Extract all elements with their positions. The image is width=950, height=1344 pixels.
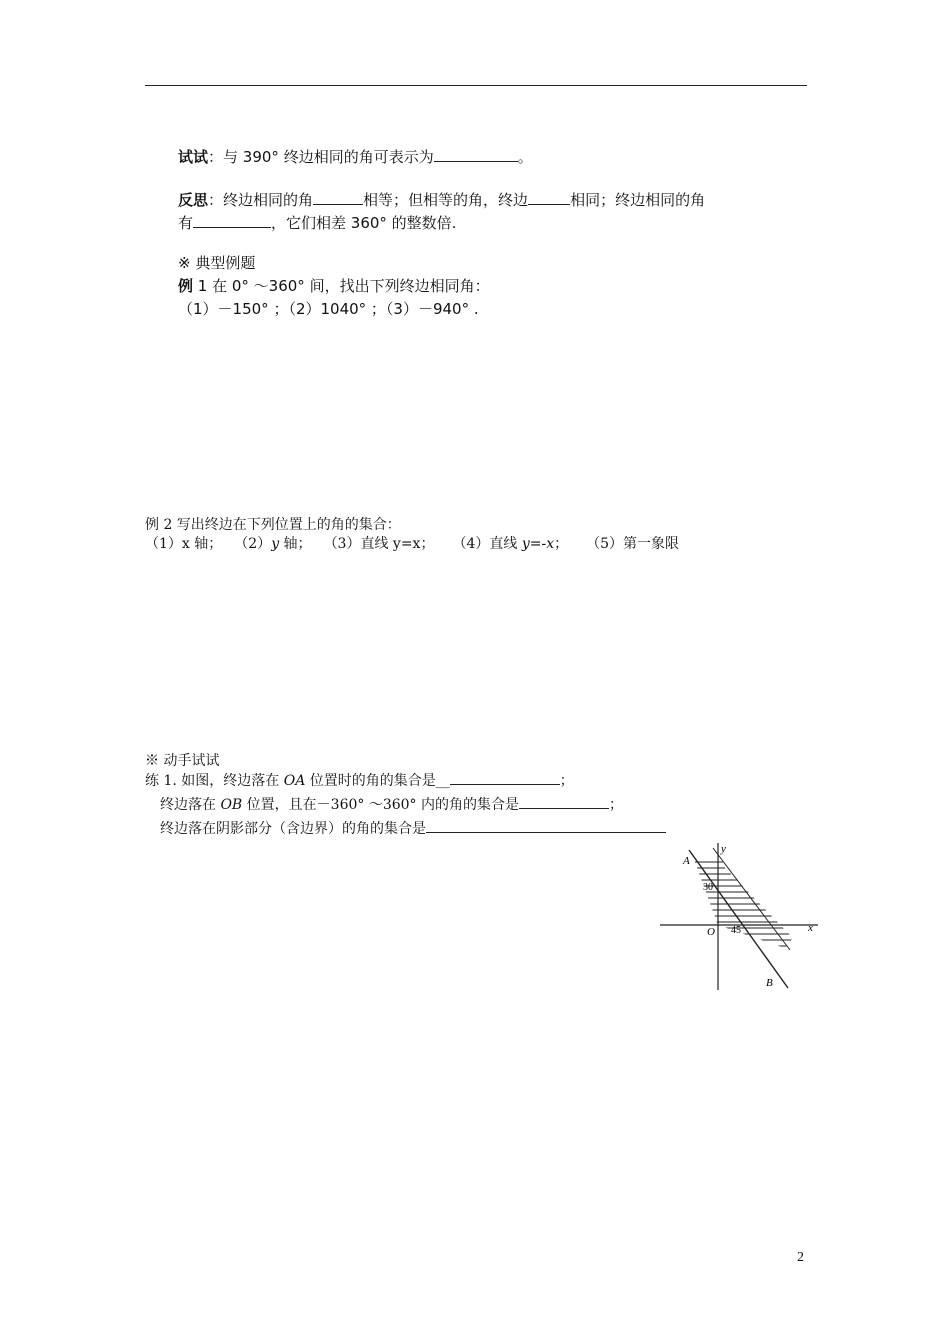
- angle-30-label: 30: [703, 882, 713, 893]
- reflect-text-d: 有: [178, 214, 194, 232]
- line-ab: [689, 850, 788, 988]
- answer-blank[interactable]: [193, 213, 271, 228]
- example-1-items: （1）－150° ；（2）1040° ；（3）－940° .: [178, 300, 479, 318]
- example-2-item-5: （5）第一象限: [586, 536, 680, 552]
- reflect-text-e: ，它们相差 360° 的整数倍.: [271, 214, 457, 232]
- reflect-text-b: 相等；但相等的角，终边: [363, 191, 529, 209]
- example-2-item-1: （1）x 轴；: [145, 536, 223, 552]
- example-1-title: [178, 276, 490, 296]
- page-number: 2: [797, 1250, 804, 1265]
- reflect-line-1: [178, 190, 705, 210]
- try-colon: ：: [208, 148, 224, 166]
- example-2-item-2: （2）y 轴；: [234, 536, 312, 552]
- angle-45-label: 45: [731, 925, 741, 936]
- label-x: x: [808, 922, 813, 934]
- answer-blank[interactable]: [519, 794, 609, 809]
- example-1-label: 例: [178, 277, 194, 295]
- reflect-line-2: [178, 213, 456, 233]
- example-2-title: 例 2 写出终边在下列位置上的角的集合：: [145, 517, 401, 533]
- try-line: [178, 147, 533, 167]
- header-rule: [145, 85, 807, 86]
- reflect-label: 反思: [178, 191, 209, 209]
- angle-diagram: [655, 838, 825, 998]
- answer-blank[interactable]: [434, 147, 518, 162]
- label-y: y: [721, 843, 726, 855]
- example-2-items: [145, 535, 679, 553]
- example-1-text: 1 在 0° ～360° 间，找出下列终边相同角：: [193, 277, 490, 295]
- answer-blank[interactable]: [313, 190, 363, 205]
- reflect-text-a: 终边相同的角: [223, 191, 314, 209]
- shaded-region: [685, 862, 805, 946]
- label-a: A: [683, 855, 690, 867]
- try-label: 试试: [178, 148, 209, 166]
- example-2-item-3: （3）直线 y=x；: [323, 536, 435, 552]
- answer-blank[interactable]: [450, 770, 560, 785]
- reflect-text-c: 相同；终边相同的角: [570, 191, 706, 209]
- reflect-colon: ：: [208, 191, 224, 209]
- try-text: 与 390° 终边相同的角可表示为: [223, 148, 434, 166]
- practice-1-line-1: 练 1. 如图，终边落在 OA 位置时的角的集合是__ ；: [145, 770, 574, 790]
- section-typical-examples: ※ 典型例题: [178, 254, 256, 272]
- answer-blank[interactable]: [426, 818, 666, 833]
- section-practice: ※ 动手试试: [145, 753, 220, 769]
- example-2-item-4: （4）直线 y=-x；: [452, 536, 569, 552]
- answer-blank[interactable]: [528, 190, 570, 205]
- try-end: 。: [517, 148, 533, 166]
- label-o: O: [707, 926, 715, 938]
- practice-1-line-2: 终边落在 OB 位置，且在－360° ～360° 内的角的集合是 ；: [160, 794, 623, 814]
- practice-1-line-3: 终边落在阴影部分（含边界）的角的集合是: [160, 818, 666, 838]
- label-b: B: [766, 977, 773, 989]
